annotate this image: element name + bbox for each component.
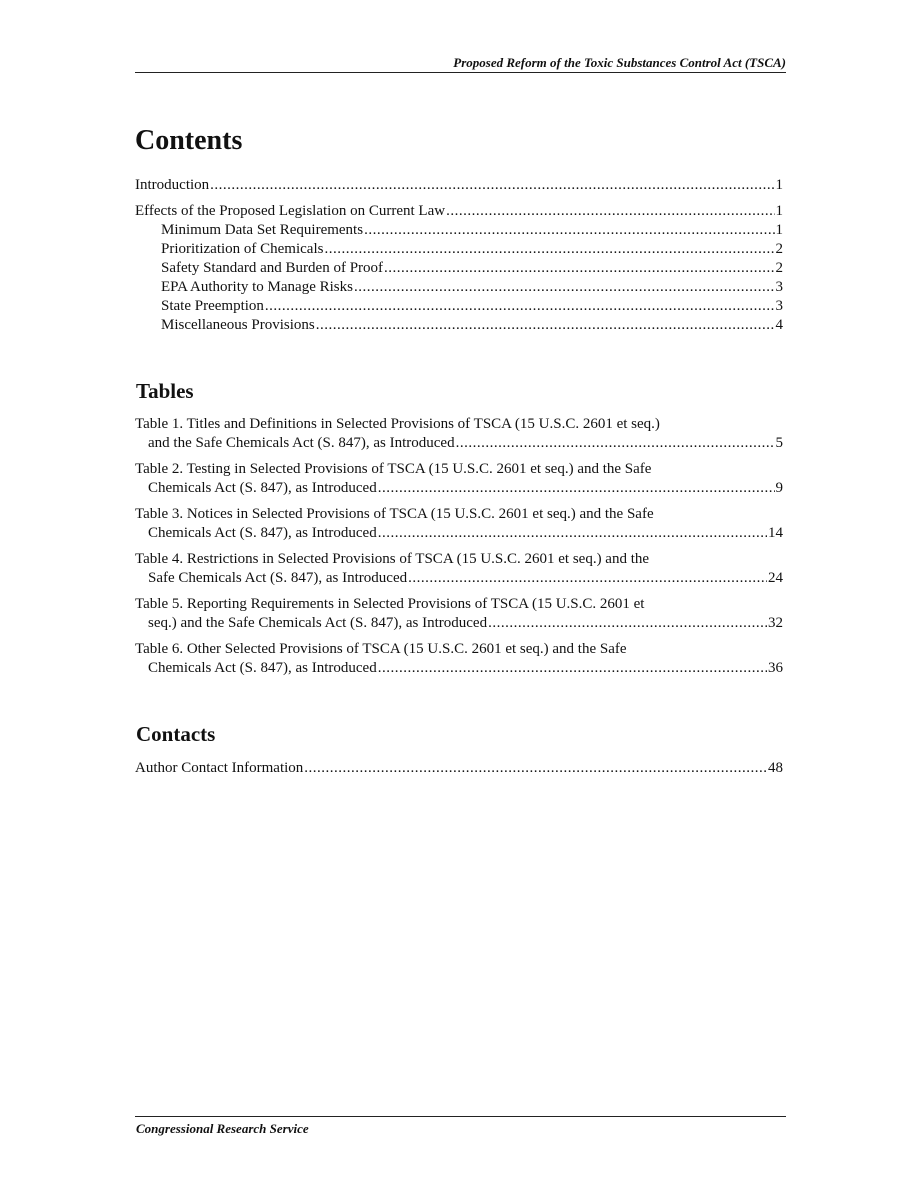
dot-leader <box>456 434 775 453</box>
table-entry-continuation: Chemicals Act (S. 847), as Introduced <box>148 525 377 541</box>
table-entry-title: Table 6. Other Selected Provisions of TSCA (15 U.S.C. 2601 et seq.) and the Safe <box>135 641 627 657</box>
toc-entry-author-contact[interactable] <box>135 759 783 778</box>
toc-page-number: 3 <box>775 298 783 314</box>
page-title: Contents <box>135 125 243 156</box>
running-footer: Congressional Research Service <box>136 1121 309 1136</box>
toc-page-number: 2 <box>775 260 783 276</box>
header-rule <box>135 72 786 73</box>
running-header: Proposed Reform of the Toxic Substances Control Act (TSCA) <box>453 55 786 70</box>
table-entry-2[interactable] <box>135 460 783 498</box>
contacts-heading: Contacts <box>136 722 216 746</box>
toc-subentry-state-preemption[interactable] <box>135 297 783 316</box>
toc-subentry-prioritization[interactable] <box>135 240 783 259</box>
table-entry-title: Table 2. Testing in Selected Provisions of TSCA (15 U.S.C. 2601 et seq.) and the Safe <box>135 461 652 477</box>
toc-entry-label: Effects of the Proposed Legislation on Current Law <box>135 203 446 219</box>
toc-entry-label: State Preemption <box>161 298 264 314</box>
dot-leader <box>408 569 767 588</box>
toc-entry-label: EPA Authority to Manage Risks <box>161 279 353 295</box>
footer-rule <box>135 1116 786 1117</box>
toc-entry-label: Miscellaneous Provisions <box>161 317 315 333</box>
dot-leader <box>354 278 775 297</box>
dot-leader <box>324 240 774 259</box>
dot-leader <box>378 524 767 543</box>
table-entry-continuation: Chemicals Act (S. 847), as Introduced <box>148 480 377 496</box>
toc-page-number: 1 <box>775 177 783 193</box>
toc-entry-label: Safety Standard and Burden of Proof <box>161 260 384 276</box>
tables-list <box>135 415 783 678</box>
toc-page-number: 2 <box>775 241 783 257</box>
table-entry-title: Table 5. Reporting Requirements in Selected Provisions of TSCA (15 U.S.C. 2601 et <box>135 596 645 612</box>
table-entry-5[interactable] <box>135 595 783 633</box>
table-entry-3[interactable] <box>135 505 783 543</box>
contacts-list <box>135 759 783 778</box>
toc-entry-effects[interactable] <box>135 202 783 221</box>
dot-leader <box>446 202 774 221</box>
toc-page-number: 32 <box>768 615 783 631</box>
toc-entry-label: Introduction <box>135 177 210 193</box>
toc-page-number: 48 <box>768 760 783 776</box>
table-entry-continuation: and the Safe Chemicals Act (S. 847), as Introduced <box>148 435 455 451</box>
table-entry-continuation: Safe Chemicals Act (S. 847), as Introduced <box>148 570 408 586</box>
toc-subentry-miscellaneous[interactable] <box>135 316 783 335</box>
dot-leader <box>384 259 774 278</box>
table-entry-6[interactable] <box>135 640 783 678</box>
tables-heading: Tables <box>136 379 194 403</box>
dot-leader <box>304 759 767 778</box>
table-entry-title: Table 3. Notices in Selected Provisions of TSCA (15 U.S.C. 2601 et seq.) and the Safe <box>135 506 654 522</box>
table-entry-continuation: seq.) and the Safe Chemicals Act (S. 847), as Introduced <box>148 615 488 631</box>
toc-page-number: 24 <box>768 570 783 586</box>
dot-leader <box>378 479 775 498</box>
toc-subentry-safety-standard[interactable] <box>135 259 783 278</box>
contents-list <box>135 176 783 335</box>
toc-page-number: 36 <box>768 660 783 676</box>
toc-page-number: 9 <box>775 480 783 496</box>
dot-leader <box>316 316 775 335</box>
dot-leader <box>488 614 767 633</box>
table-entry-title: Table 4. Restrictions in Selected Provisions of TSCA (15 U.S.C. 2601 et seq.) and the <box>135 551 650 567</box>
table-entry-title: Table 1. Titles and Definitions in Selected Provisions of TSCA (15 U.S.C. 2601 et seq.) <box>135 416 660 432</box>
dot-leader <box>378 659 767 678</box>
toc-page-number: 1 <box>775 203 783 219</box>
toc-subentry-epa-authority[interactable] <box>135 278 783 297</box>
toc-entry-label: Minimum Data Set Requirements <box>161 222 364 238</box>
toc-page-number: 1 <box>775 222 783 238</box>
table-entry-1[interactable] <box>135 415 783 453</box>
table-entry-4[interactable] <box>135 550 783 588</box>
toc-page-number: 14 <box>768 525 783 541</box>
table-entry-continuation: Chemicals Act (S. 847), as Introduced <box>148 660 377 676</box>
toc-entry-introduction[interactable] <box>135 176 783 195</box>
dot-leader <box>364 221 774 240</box>
toc-page-number: 5 <box>775 435 783 451</box>
toc-entry-label: Prioritization of Chemicals <box>161 241 324 257</box>
toc-page-number: 3 <box>775 279 783 295</box>
toc-page-number: 4 <box>775 317 783 333</box>
dot-leader <box>210 176 774 195</box>
dot-leader <box>265 297 775 316</box>
toc-subentry-minimum-data-set[interactable] <box>135 221 783 240</box>
toc-entry-label: Author Contact Information <box>135 760 304 776</box>
